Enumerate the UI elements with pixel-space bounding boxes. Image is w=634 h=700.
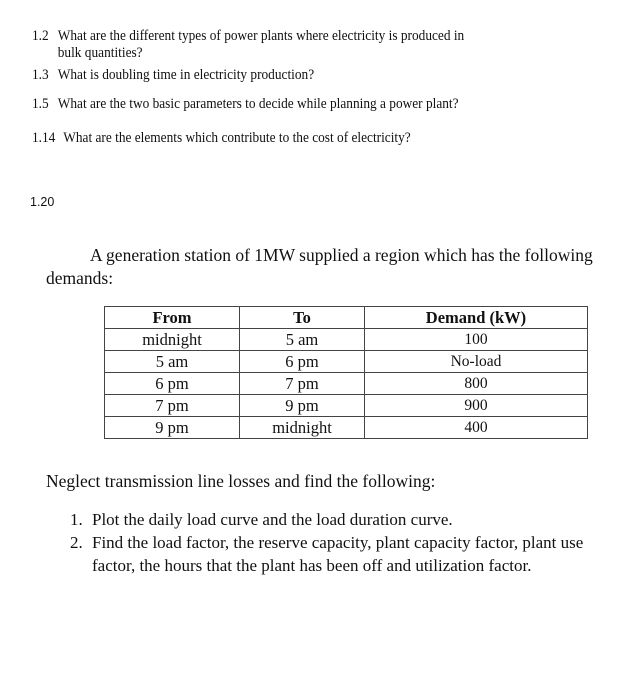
- question-text: What are the two basic parameters to decide while planning a power plant?: [57, 96, 459, 112]
- column-header-demand: Demand (kW): [365, 307, 588, 329]
- cell-from: 9 pm: [105, 417, 240, 439]
- cell-demand: 100: [365, 329, 588, 351]
- cell-demand: 900: [365, 395, 588, 417]
- question-text: What are the elements which contribute to the cost of electricity?: [63, 130, 411, 146]
- cell-to: 7 pm: [240, 373, 365, 395]
- cell-from: 7 pm: [105, 395, 240, 417]
- table-row: [105, 351, 588, 373]
- problem-instruction: Neglect transmission line losses and find the following:: [46, 471, 436, 491]
- cell-from: 6 pm: [105, 373, 240, 395]
- cell-to: 5 am: [240, 329, 365, 351]
- question-number: 1.14: [32, 130, 56, 146]
- question-1-14: [32, 130, 411, 147]
- problem-intro: A generation station of 1MW supplied a region which has the following demands:: [46, 245, 593, 288]
- cell-from: midnight: [105, 329, 240, 351]
- table-row: [105, 417, 588, 439]
- question-number: 1.5: [32, 96, 49, 112]
- column-header-to: To: [240, 307, 365, 329]
- table-row: [105, 395, 588, 417]
- cell-to: midnight: [240, 417, 365, 439]
- task-text: Plot the daily load curve and the load duration curve.: [92, 510, 453, 529]
- cell-demand: No-load: [365, 351, 588, 373]
- question-number: 1.2: [32, 28, 49, 44]
- list-item: [70, 508, 618, 531]
- task-list: [70, 508, 618, 577]
- cell-demand: 800: [365, 373, 588, 395]
- cell-demand: 400: [365, 417, 588, 439]
- table-header-row: [105, 307, 588, 329]
- task-number: 1.: [70, 510, 83, 529]
- table-row: [105, 329, 588, 351]
- question-text-continuation: bulk quantities?: [57, 45, 143, 61]
- cell-from: 5 am: [105, 351, 240, 373]
- task-text: Find the load factor, the reserve capacity, plant capacity factor, plant use factor, the hours that the plant has been off and utilization factor.: [92, 533, 584, 575]
- question-text: What are the different types of power plants where electricity is produced in: [57, 28, 465, 44]
- question-1-5: [32, 96, 459, 113]
- question-1-2: [32, 28, 464, 62]
- list-item: [70, 531, 618, 577]
- question-number: 1.3: [32, 67, 49, 83]
- cell-to: 6 pm: [240, 351, 365, 373]
- cell-to: 9 pm: [240, 395, 365, 417]
- task-number: 2.: [70, 533, 83, 552]
- question-1-3: [32, 67, 314, 84]
- problem-number: 1.20: [30, 195, 55, 209]
- question-text: What is doubling time in electricity production?: [57, 67, 315, 83]
- column-header-from: From: [105, 307, 240, 329]
- demand-table: [104, 306, 588, 439]
- table-row: [105, 373, 588, 395]
